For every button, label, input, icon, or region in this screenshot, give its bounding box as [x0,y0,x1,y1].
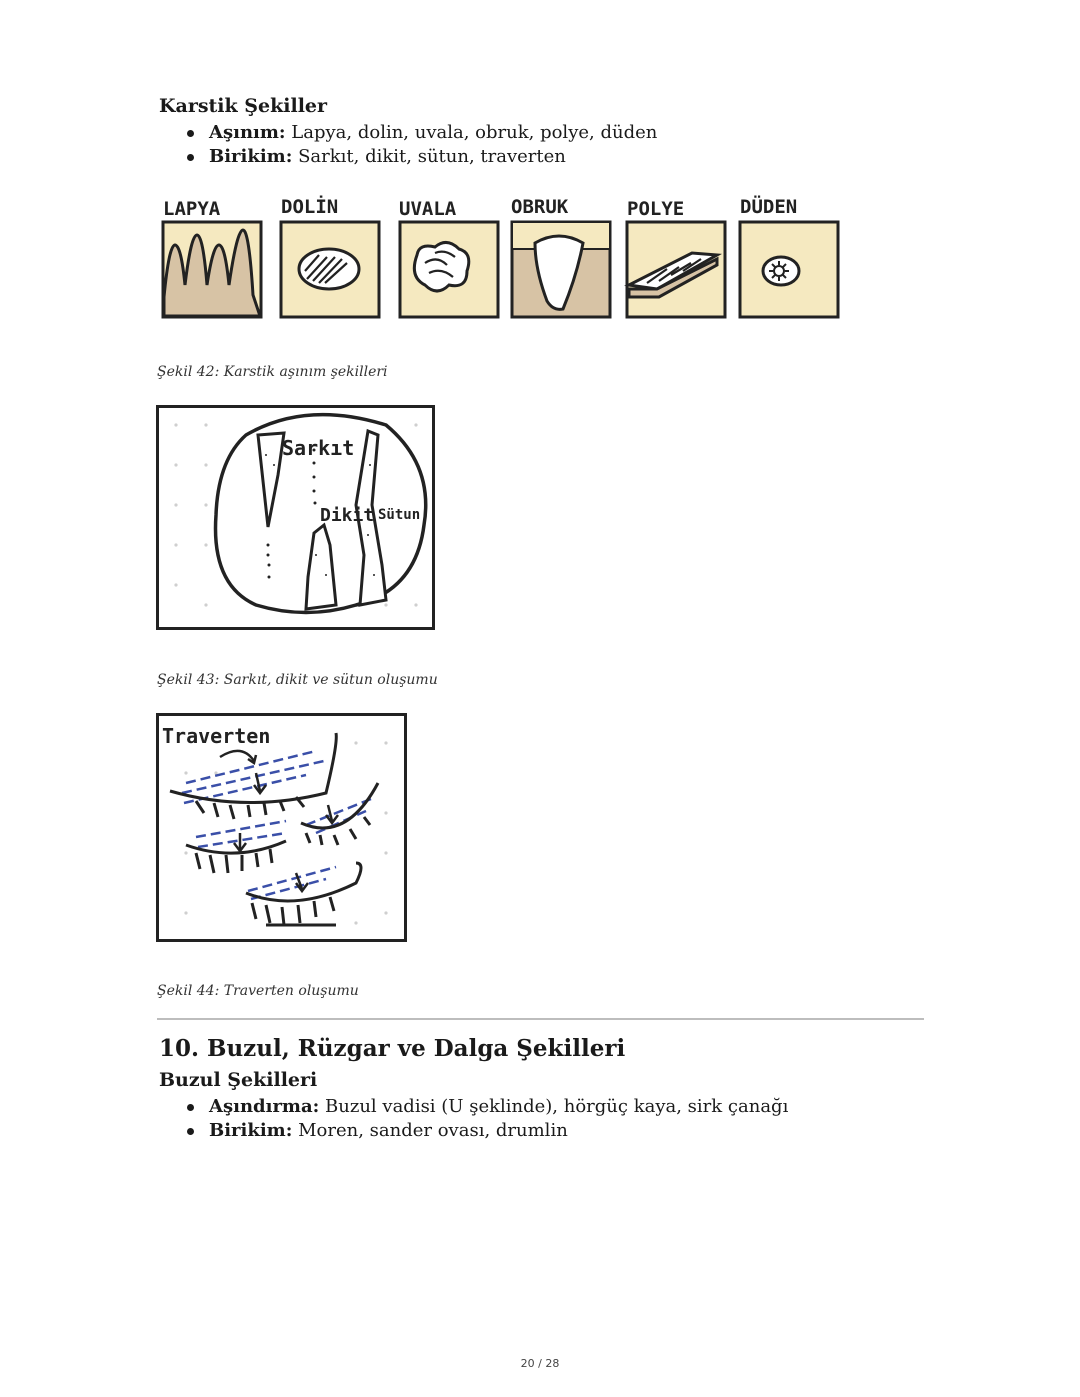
bullet-icon [187,1128,194,1135]
obruk-panel [512,222,610,317]
karstic-list [159,121,657,169]
lapya-panel [163,222,261,317]
figure-label: POLYE [627,198,685,220]
item-term: Birikim: [209,146,293,167]
sarkit-label: Sarkıt [282,436,355,460]
glacier-list [159,1095,788,1143]
polye-panel [627,222,725,317]
bullet-icon [187,154,194,161]
item-text: Buzul vadisi (U şeklinde), hörgüç kaya, sirk çanağı [319,1096,789,1117]
uvala-panel [400,222,498,317]
figure-label: OBRUK [511,196,569,218]
bullet-icon [187,1104,194,1111]
karst-erosion-figure [157,185,840,323]
page-number: 20 / 28 [520,1357,560,1370]
item-term: Aşındırma: [209,1096,320,1117]
section-divider [157,1018,924,1020]
item-text: Sarkıt, dikit, sütun, traverten [292,146,566,167]
traverten-label: Traverten [162,724,271,748]
list-item [159,1095,788,1119]
item-text: Lapya, dolin, uvala, obruk, polye, düden [285,122,658,143]
list-item [159,145,657,169]
section-title: 10. Buzul, Rüzgar ve Dalga Şekilleri [159,1035,626,1062]
dikit-label: Dikit [320,505,375,526]
figure-label: LAPYA [163,198,221,220]
figure-label: DÜDEN [740,196,798,218]
figure-label: UVALA [399,198,457,220]
stalactite-stalagmite-figure [156,405,436,631]
item-term: Birikim: [209,1120,293,1141]
figure-caption: Şekil 43: Sarkıt, dikit ve sütun oluşumu [157,672,438,688]
item-text: Moren, sander ovası, drumlin [292,1120,568,1141]
figure-caption: Şekil 42: Karstik aşınım şekilleri [157,364,388,380]
item-term: Aşınım: [209,122,286,143]
bullet-icon [187,130,194,137]
section-heading-karstic: Karstik Şekiller [159,95,328,117]
list-item [159,121,657,145]
list-item [159,1119,788,1143]
figure-caption: Şekil 44: Traverten oluşumu [157,983,359,999]
sutun-label: Sütun [378,507,421,523]
duden-panel [740,222,838,317]
figure-label: DOLİN [281,196,339,218]
subsection-heading-glacier: Buzul Şekilleri [159,1069,318,1091]
dolin-panel [281,222,379,317]
travertine-figure [156,713,408,943]
